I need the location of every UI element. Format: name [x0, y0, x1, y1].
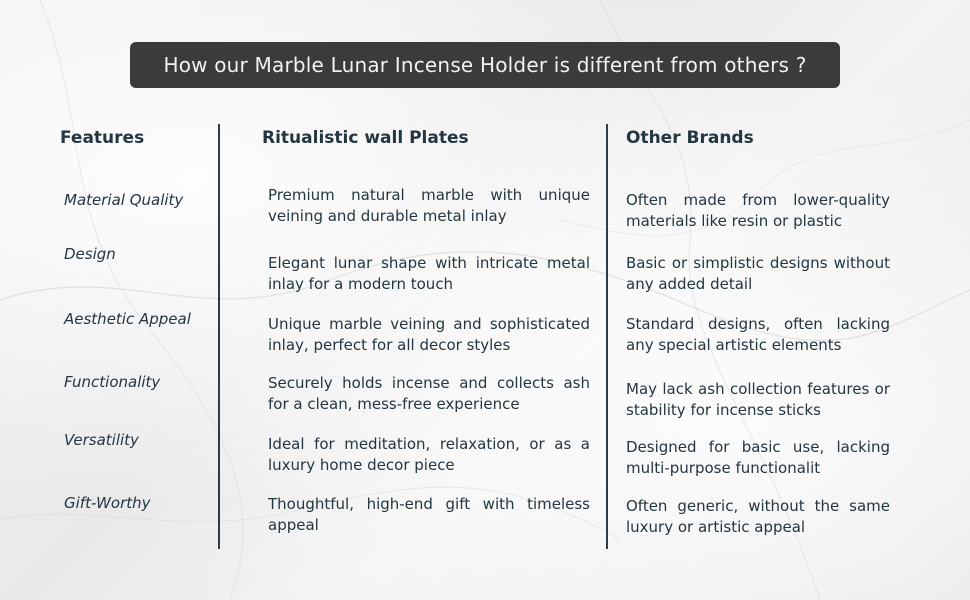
- others-material-quality: Often made from lower-quality materials like resin or plastic: [626, 191, 890, 230]
- title-banner: [130, 42, 840, 88]
- feature-label-functionality: Functionality: [64, 373, 161, 391]
- others-versatility: Designed for basic use, lacking multi-purpose functionalit: [626, 438, 890, 477]
- header-features: Features: [60, 128, 145, 148]
- header-ritualistic-wall-plates: Ritualistic wall Plates: [262, 128, 469, 148]
- ours-design: Elegant lunar shape with intricate metal inlay for a modern touch: [268, 254, 590, 293]
- column-divider-left: [218, 124, 220, 549]
- feature-label-material-quality: Material Quality: [64, 191, 184, 209]
- others-gift-worthy: Often generic, without the same luxury or artistic appeal: [626, 497, 890, 536]
- ours-aesthetic-appeal: Unique marble veining and sophisticated inlay, perfect for all decor styles: [268, 315, 590, 354]
- others-functionality: May lack ash collection features or stability for incense sticks: [626, 380, 890, 419]
- feature-label-design: Design: [64, 245, 116, 263]
- header-other-brands: Other Brands: [626, 128, 754, 148]
- feature-label-aesthetic-appeal: Aesthetic Appeal: [64, 310, 191, 328]
- ours-functionality: Securely holds incense and collects ash for a clean, mess-free experience: [268, 374, 590, 413]
- ours-material-quality: Premium natural marble with unique veining and durable metal inlay: [268, 186, 590, 225]
- feature-label-gift-worthy: Gift-Worthy: [64, 494, 151, 512]
- feature-label-versatility: Versatility: [64, 431, 139, 449]
- page-title: How our Marble Lunar Incense Holder is different from others ?: [163, 53, 807, 77]
- ours-versatility: Ideal for meditation, relaxation, or as a luxury home decor piece: [268, 435, 590, 474]
- column-divider-right: [606, 124, 608, 549]
- others-design: Basic or simplistic designs without any added detail: [626, 254, 890, 293]
- others-aesthetic-appeal: Standard designs, often lacking any special artistic elements: [626, 315, 890, 354]
- ours-gift-worthy: Thoughtful, high-end gift with timeless appeal: [268, 495, 590, 534]
